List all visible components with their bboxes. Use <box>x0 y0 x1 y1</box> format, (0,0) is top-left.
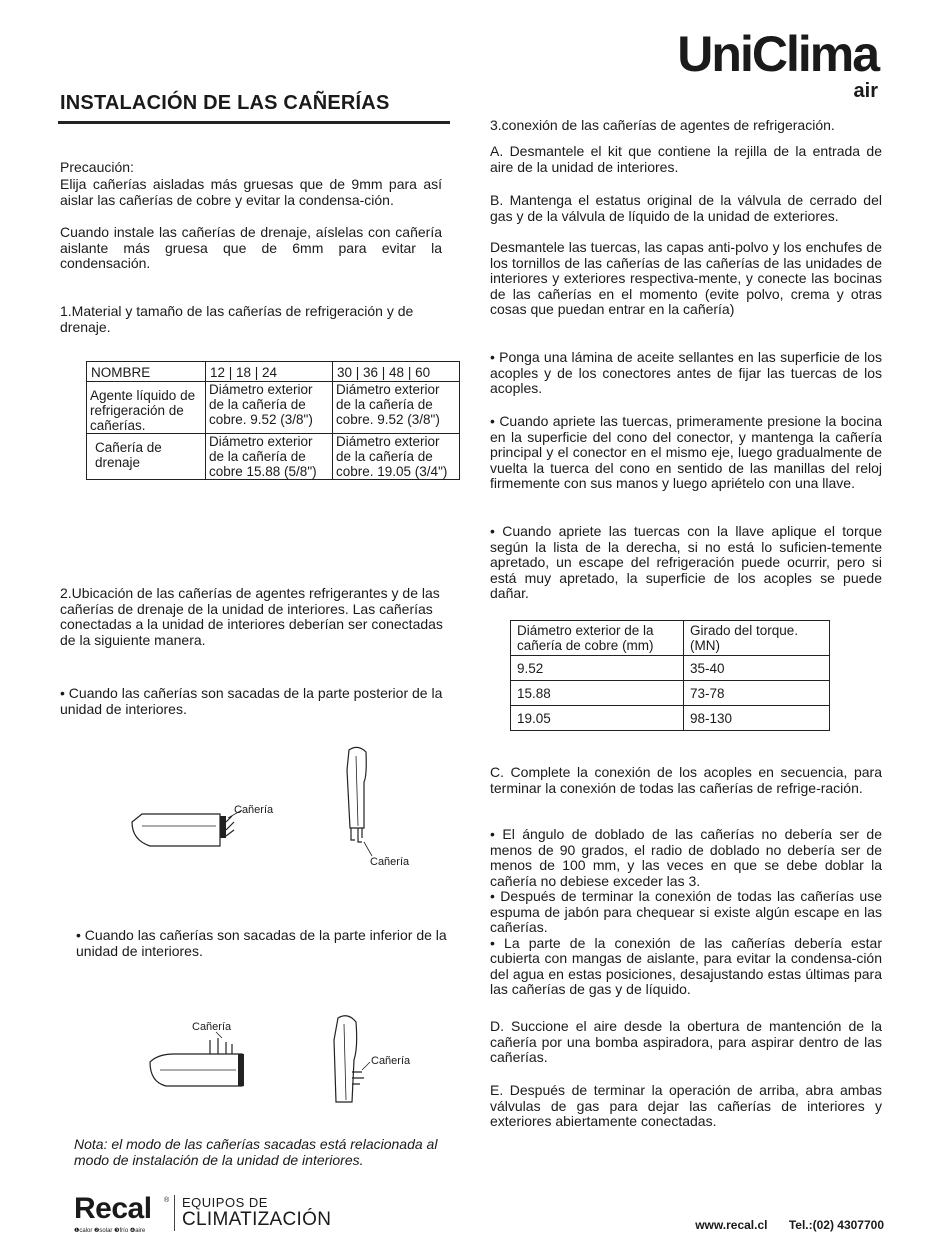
table-cell: 9.52 <box>511 656 684 681</box>
table-row <box>511 706 830 731</box>
step-e: E. Después de terminar la operación de arriba, abra ambas válvulas de gas para dejar las cañerías de interiores y exteriores abiertamente conectadas. <box>490 1082 882 1129</box>
brand-name: UniClima <box>677 26 878 82</box>
table-cell: Diámetro exterior de la cañería de cobre. 9.52 (3/8") <box>206 382 333 434</box>
bullet-tighten: • Cuando apriete las tuercas, primeramente presione la bocina en la superficie del cono del conector, y mantenga la cañería principal y el conector en el mismo eje, luego gradualmente de vuelta la tuerca del cono en sentido de las manillas del reloj firmemente con sus manos y luego apriételo con una llave. <box>490 413 882 491</box>
website-link[interactable]: www.recal.cl <box>695 1218 768 1232</box>
table-cell: 73-78 <box>684 681 830 706</box>
phone-number: Tel.:(02) 4307700 <box>788 1218 884 1232</box>
equipos-label: EQUIPOS DE <box>182 1195 268 1210</box>
table-header-cell: 30 | 36 | 48 | 60 <box>333 362 460 382</box>
climatizacion-label: CLIMATIZACIÓN <box>182 1209 332 1230</box>
section-2-text: 2.Ubicación de las cañerías de agentes refrigerantes y de las cañerías de drenaje de la unidad de interiores. Las cañerías conectadas a la unidad de interiores deberían ser conectadas de la siguiente manera. <box>60 585 443 648</box>
recal-slogan: ❶calor ❷solar ❸frío ❹aire <box>74 1228 146 1234</box>
table-cell: Diámetro exterior de la cañería de cobre. 9.52 (3/8") <box>333 382 460 434</box>
desmantele-paragraph: Desmantele las tuercas, las capas anti-polvo y los enchufes de los tornillos de las cañerías de las cañerías de las unidades de interiores y exteriores respectiva-mente, y conecte las bocinas de las cañerías en el momento (evite polvo, crema y otras cosas que puedan entrar en la cañería) <box>490 239 882 317</box>
registered-mark-icon: ® <box>164 1197 170 1204</box>
table-row <box>87 434 460 480</box>
table-header-cell: Girado del torque. (MN) <box>684 621 830 656</box>
figure-label: Cañería <box>371 1055 411 1067</box>
bullet-posterior: • Cuando las cañerías son sacadas de la parte posterior de la unidad de interiores. <box>60 685 443 717</box>
table-header-cell: Diámetro exterior de la cañería de cobre (mm) <box>511 621 684 656</box>
page-title: INSTALACIÓN DE LAS CAÑERÍAS <box>60 92 390 114</box>
brand-sub: air <box>853 80 878 102</box>
table-cell: 19.05 <box>511 706 684 731</box>
precaution-heading: Precaución: <box>60 159 134 175</box>
step-c-bullets: • El ángulo de doblado de las cañerías no debería ser de menos de 90 grados, el radio de doblado no debería ser de menos de 100 mm, y las veces en que se debe doblar la cañería no debiese exceder las 3. • Después de terminar la conexión de todas las cañerías use espuma de jabón para chequear si existe algún escape en las cañerías. • La parte de la conexión de las cañerías debería estar cubierta con mangas de aislante, para evitar la condensa-ción del agua en estas posiciones, desajustando estas últimas para las cañerías de gas y de líquido. <box>490 826 882 997</box>
indoor-unit-side-view <box>132 814 220 846</box>
figure-label: Cañería <box>192 1021 232 1033</box>
figure-label: Cañería <box>370 856 410 868</box>
table-row <box>511 656 830 681</box>
table-cell: 15.88 <box>511 681 684 706</box>
torque-table <box>510 620 830 731</box>
logo-divider <box>174 1195 175 1231</box>
footer-contact <box>695 1218 884 1232</box>
step-a: A. Desmantele el kit que contiene la rejilla de la entrada de aire de la unidad de interiores. <box>490 143 882 175</box>
pipe-spec-table <box>86 361 460 480</box>
brand-logo <box>638 26 878 106</box>
section-1-heading: 1.Material y tamaño de las cañerías de refrigeración y de drenaje. <box>60 303 414 335</box>
table-cell: Cañería de drenaje <box>87 434 206 480</box>
recal-wordmark: Recal <box>74 1192 152 1225</box>
section-3-heading: 3.conexión de las cañerías de agentes de refrigeración. <box>490 117 835 133</box>
table-row <box>87 362 460 382</box>
table-cell: Agente líquido de refrigeración de cañerías. <box>87 382 206 434</box>
table-header-cell: NOMBRE <box>87 362 206 382</box>
table-row <box>511 681 830 706</box>
table-cell: Diámetro exterior de la cañería de cobre 15.88 (5/8") <box>206 434 333 480</box>
table-cell: 98-130 <box>684 706 830 731</box>
bullet-inferior: • Cuando las cañerías son sacadas de la parte inferior de la unidad de interiores. <box>76 927 447 959</box>
table-row <box>511 621 830 656</box>
table-header-cell: 12 | 18 | 24 <box>206 362 333 382</box>
table-cell: 35-40 <box>684 656 830 681</box>
table-row <box>87 382 460 434</box>
figure-label: Cañería <box>234 804 274 816</box>
recal-logo <box>74 1192 332 1238</box>
step-c: C. Complete la conexión de los acoples en secuencia, para terminar la conexión de todas las cañerías de refrige-ración. <box>490 764 882 796</box>
bullet-seal: • Ponga una lámina de aceite sellantes en las superficie de los acoples y de los conectores antes de fijar las tuercas de los acoples. <box>490 349 882 396</box>
precaution-paragraph-2: Cuando instale las cañerías de drenaje, aíslelas con cañería aislante más gruesa que de 6mm para evitar la condensación. <box>60 224 442 271</box>
note: Nota: el modo de las cañerías sacadas está relacionada al modo de instalación de la unidad de interiores. <box>74 1136 438 1168</box>
precaution-paragraph-1: Elija cañerías aisladas más gruesas que de 9mm para así aislar las cañerías de cobre y evitar la condensa-ción. <box>60 176 442 208</box>
bullet-torque: • Cuando apriete las tuercas con la llave aplique el torque según la lista de la derecha, si no está lo suficien-temente apretado, un escape del refrigeración puede ocurrir, pero si está muy apretado, la superficie de los acoples se puede dañar. <box>490 523 882 601</box>
table-cell: Diámetro exterior de la cañería de cobre. 19.05 (3/4") <box>333 434 460 480</box>
step-b: B. Mantenga el estatus original de la válvula de cerrado del gas y de la válvula de líquido de la unidad de exteriores. <box>490 192 882 224</box>
inferior-exit-illustration <box>140 1010 400 1120</box>
step-d: D. Succione el aire desde la obertura de mantención de la cañería por una bomba aspiradora, para aspirar dentro de las cañerías. <box>490 1018 882 1065</box>
title-underline <box>58 121 450 124</box>
